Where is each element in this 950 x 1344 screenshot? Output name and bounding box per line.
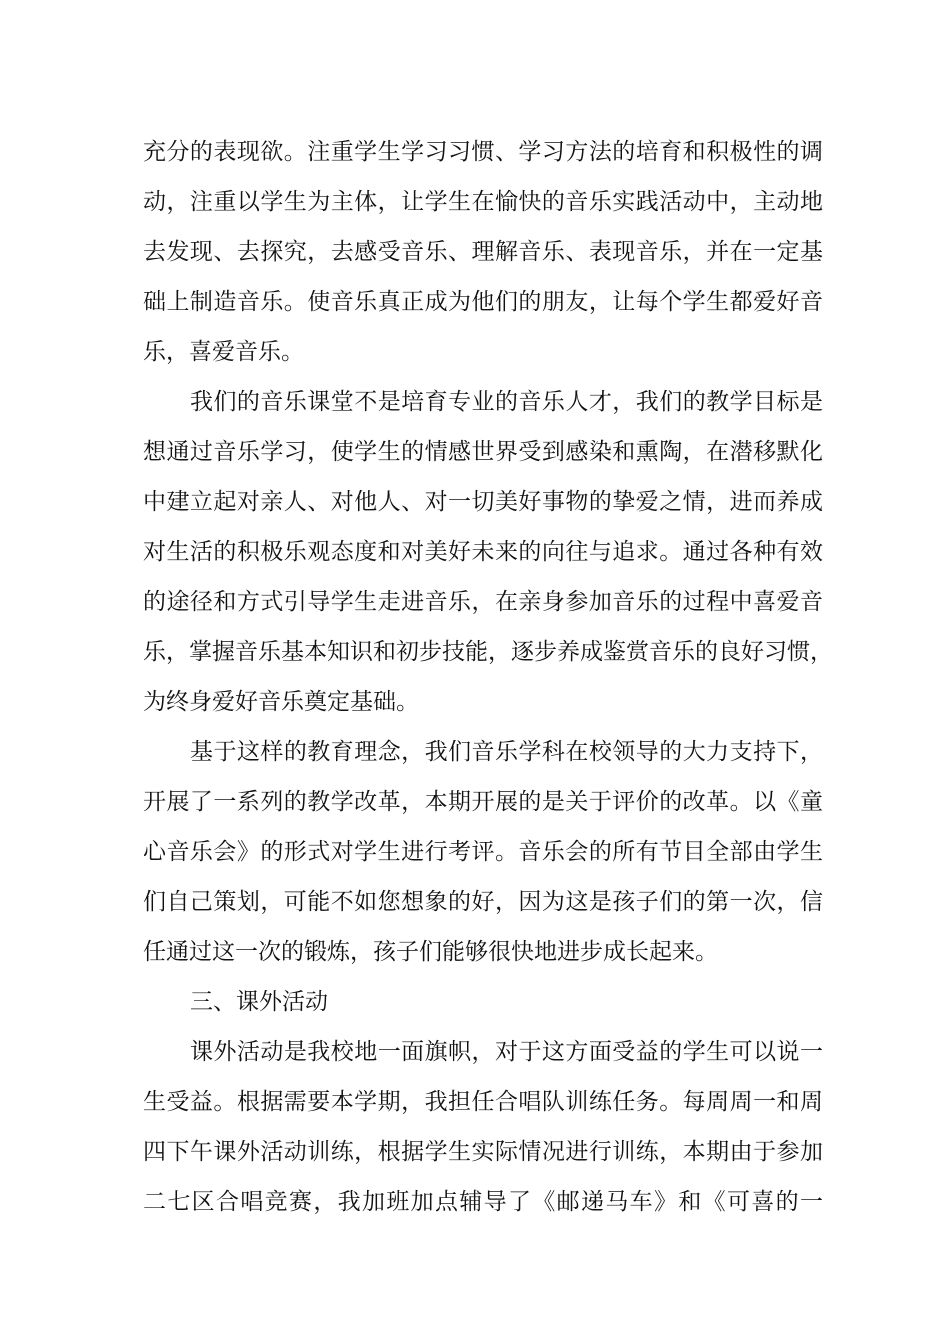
paragraph-line: 中建立起对亲人、对他人、对一切美好事物的挚爱之情，进而养成	[143, 489, 823, 515]
paragraph-line: 四下午课外活动训练，根据学生实际情况进行训练，本期由于参加	[143, 1139, 823, 1165]
paragraph-line: 想通过音乐学习，使学生的情感世界受到感染和熏陶，在潜移默化	[143, 439, 823, 465]
paragraph-line: 充分的表现欲。注重学生学习习惯、学习方法的培育和积极性的调	[143, 139, 823, 165]
paragraph-line: 去发现、去探究，去感受音乐、理解音乐、表现音乐，并在一定基	[143, 239, 823, 265]
paragraph-line: 乐，掌握音乐基本知识和初步技能，逐步养成鉴赏音乐的良好习惯，	[143, 639, 833, 665]
paragraph-line: 为终身爱好音乐奠定基础。	[143, 689, 419, 715]
paragraph-line: 我们的音乐课堂不是培育专业的音乐人才，我们的教学目标是	[190, 389, 823, 415]
paragraph-line: 二七区合唱竞赛，我加班加点辅导了《邮递马车》和《可喜的一	[143, 1189, 823, 1215]
paragraph-line: 心音乐会》的形式对学生进行考评。音乐会的所有节目全部由学生	[143, 839, 823, 865]
paragraph-line: 基于这样的教育理念，我们音乐学科在校领导的大力支持下，	[190, 739, 823, 765]
paragraph-line: 课外活动是我校地一面旗帜，对于这方面受益的学生可以说一	[190, 1039, 823, 1065]
paragraph-line: 们自己策划，可能不如您想象的好，因为这是孩子们的第一次，信	[143, 889, 823, 915]
paragraph-line: 的途径和方式引导学生走进音乐，在亲身参加音乐的过程中喜爱音	[143, 589, 823, 615]
paragraph-line: 生受益。根据需要本学期，我担任合唱队训练任务。每周周一和周	[143, 1089, 823, 1115]
paragraph-line: 任通过这一次的锻炼，孩子们能够很快地进步成长起来。	[143, 939, 718, 965]
paragraph-line: 开展了一系列的教学改革，本期开展的是关于评价的改革。以《童	[143, 789, 823, 815]
paragraph-line: 乐，喜爱音乐。	[143, 339, 304, 365]
paragraph-line: 础上制造音乐。使音乐真正成为他们的朋友，让每个学生都爱好音	[143, 289, 823, 315]
paragraph-line: 动，注重以学生为主体，让学生在愉快的音乐实践活动中，主动地	[143, 189, 823, 215]
section-heading: 三、课外活动	[190, 989, 328, 1015]
paragraph-line: 对生活的积极乐观态度和对美好未来的向往与追求。通过各种有效	[143, 539, 823, 565]
